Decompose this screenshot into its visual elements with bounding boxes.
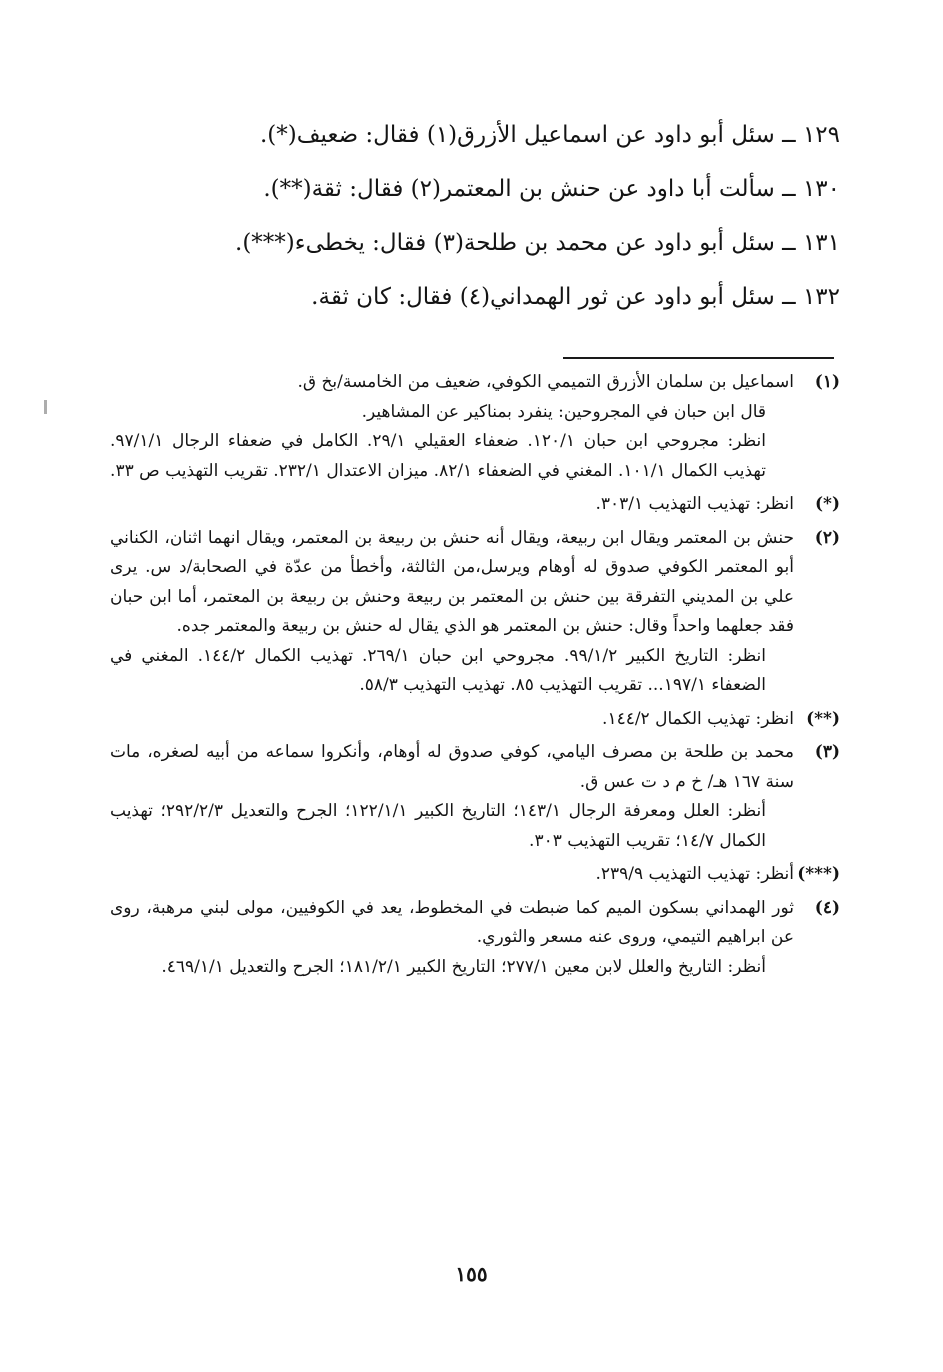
entry-131: ١٣١ ــ سئل أبو داود عن محمد بن طلحة(٣) فقال: يخطىء(***). bbox=[235, 230, 840, 256]
footnote-paragraph: انظر: تهذيب التهذيب ٣٠٣/١. bbox=[595, 494, 794, 514]
footnote-body bbox=[110, 524, 794, 701]
footnote-separator bbox=[563, 357, 834, 359]
footnote-body bbox=[110, 860, 794, 890]
footnote-paragraph: قال ابن حبان في المجروحين: ينفرد بمناكير عن المشاهير. bbox=[361, 401, 766, 422]
footnote-paragraph: انظر: مجروحي ابن حبان ١٢٠/١. ضعفاء العقيلي ٢٩/١. الكامل في ضعفاء الرجال ٩٧/١/١. تهذيب الكمال ١٠١/١. المغني في الضعفاء ٨٢/١. ميزان الاعتدال ٢٣٢/١. تقريب التهذيب ص ٣٣. bbox=[110, 431, 766, 481]
main-text bbox=[220, 108, 840, 324]
footnote-paragraph: حنش بن المعتمر ويقال ابن ربيعة، ويقال أنه حنش بن ربيعة بن المعتمر، ويقال انهما اثنان، الكناني أبو المعتمر الكوفي صدوق له أوهام ويرسل،من الثالثة، وأخطأ من عدّة في الصحابة/د س. يرى علي بن المديني التفرقة بين حنش بن المعتمر بن ربيعة وحنش بن ربيعة بن المعتمر، أما ابن حبان فقد جعلهما واحداً وقال: حنش بن المعتمر هو الذي يقال له حنش بن ربيعة والمعتمر جده. bbox=[110, 527, 794, 636]
footnote-marker: (٤) bbox=[814, 897, 840, 918]
footnote-paragraph: محمد بن طلحة بن مصرف اليامي، كوفي صدوق له أوهام، وأنكروا سماعه من أبيه لصغره، مات سنة ١٦٧ هـ/ خ م د ت عس ق. bbox=[110, 742, 794, 792]
footnote-marker: (**) bbox=[806, 708, 840, 729]
footnote-body bbox=[110, 490, 794, 520]
footnote-body bbox=[110, 738, 794, 856]
footnote-1 bbox=[110, 368, 840, 486]
footnote-star-3 bbox=[110, 860, 840, 890]
footnote-marker: (١) bbox=[814, 372, 840, 392]
footnote-marker: (٢) bbox=[814, 527, 840, 548]
margin-mark bbox=[44, 400, 47, 414]
footnote-3 bbox=[110, 738, 840, 856]
footnote-paragraph: أنظر: تهذيب التهذيب ٢٣٩/٩. bbox=[595, 864, 794, 884]
footnote-star-2 bbox=[110, 705, 840, 735]
entry-130: ١٣٠ ــ سألت أبا داود عن حنش بن المعتمر(٢) فقال: ثقة(**). bbox=[263, 176, 840, 202]
footnote-paragraph: اسماعيل بن سلمان الأزرق التميمي الكوفي، ضعيف من الخامسة/بخ ق. bbox=[297, 372, 794, 392]
footnote-paragraph: ثور الهمداني بسكون الميم كما ضبطت في المخطوط، يعد في الكوفيين، مولى لبني مرهبة، روى عن ابراهيم التيمي، وروى عنه مسعر والثوري. bbox=[110, 897, 794, 947]
footnote-2 bbox=[110, 524, 840, 701]
footnote-paragraph: انظر: تهذيب الكمال ١٤٤/٢. bbox=[602, 708, 794, 729]
entry-132: ١٣٢ ــ سئل أبو داود عن ثور الهمداني(٤) فقال: كان ثقة. bbox=[311, 284, 840, 310]
page-number: ١٥٥ bbox=[455, 1262, 488, 1286]
entry-129: ١٢٩ ــ سئل أبو داود عن اسماعيل الأزرق(١) فقال: ضعيف(*). bbox=[259, 122, 840, 148]
footnote-marker: (*) bbox=[815, 494, 840, 514]
footnote-star-1 bbox=[110, 490, 840, 520]
footnote-4 bbox=[110, 894, 840, 983]
footnotes bbox=[110, 368, 840, 986]
footnote-marker: (٣) bbox=[814, 742, 840, 762]
footnote-body bbox=[110, 705, 794, 735]
footnote-paragraph: أنظر: العلل ومعرفة الرجال ١٤٣/١؛ التاريخ الكبير ١٢٢/١/١؛ الجرح والتعديل ٢٩٢/٢/٣؛ تهذيب الكمال ١٤/٧؛ تقريب التهذيب ٣٠٣. bbox=[110, 801, 766, 851]
footnote-body bbox=[110, 894, 794, 983]
footnote-marker: (***) bbox=[797, 864, 840, 884]
footnote-paragraph: أنظر: التاريخ والعلل لابن معين ٢٧٧/١؛ التاريخ الكبير ١٨١/٢/١؛ الجرح والتعديل ٤٦٩/١/١. bbox=[161, 956, 766, 977]
footnote-paragraph: انظر: التاريخ الكبير ٩٩/١/٢. مجروحي ابن حبان ٢٦٩/١. تهذيب الكمال ١٤٤/٢. المغني في الضعفاء ١٩٧/١... تقريب التهذيب ٨٥. تهذيب التهذيب ٥٨/٣. bbox=[110, 645, 766, 695]
footnote-body bbox=[110, 368, 794, 486]
